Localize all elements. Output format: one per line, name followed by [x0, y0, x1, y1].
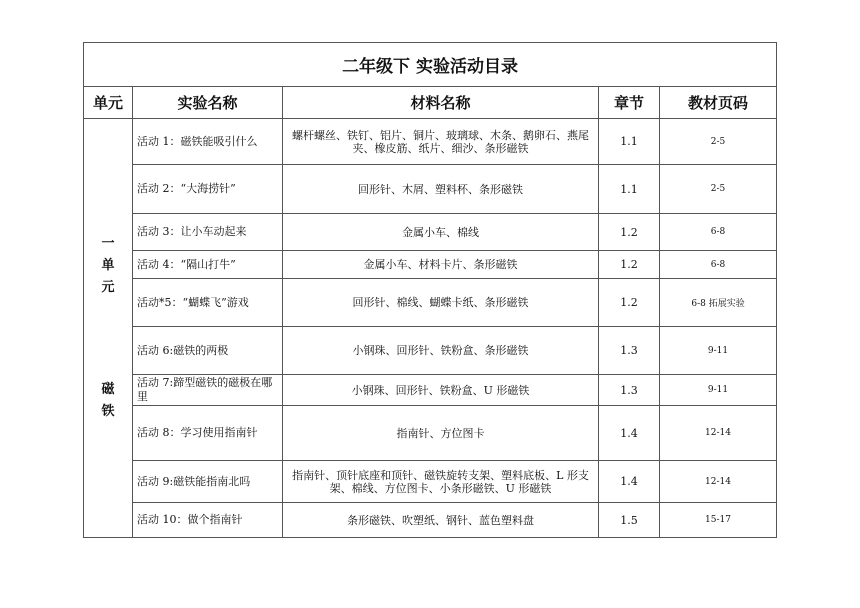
- activity-pages: 2-5: [660, 119, 777, 165]
- activity-chapter: 1.3: [599, 375, 660, 406]
- activity-materials: 回形针、木屑、塑料杯、条形磁铁: [283, 165, 599, 214]
- activity-pages: 2-5: [660, 165, 777, 214]
- table-row: [84, 119, 777, 165]
- activity-pages: 9-11: [660, 327, 777, 375]
- activity-name: 活动 4：“隔山打牛”: [133, 251, 283, 279]
- activity-pages: 6-8 拓展实验: [660, 279, 777, 327]
- header-materials: 材料名称: [283, 87, 599, 119]
- table-row: [84, 279, 777, 327]
- table-row: [84, 503, 777, 538]
- activity-materials: 指南针、顶针底座和顶针、磁铁旋转支架、塑料底板、L 形支架、棉线、方位图卡、小条形磁铁、U 形磁铁: [283, 461, 599, 503]
- table-row: [84, 406, 777, 461]
- activity-table: [83, 42, 777, 538]
- table-row: [84, 327, 777, 375]
- activity-name: 活动*5：“蝴蝶飞”游戏: [133, 279, 283, 327]
- activity-catalog: [83, 42, 776, 538]
- activity-pages: 6-8: [660, 214, 777, 251]
- activity-chapter: 1.5: [599, 503, 660, 538]
- activity-chapter: 1.2: [599, 214, 660, 251]
- table-row: [84, 251, 777, 279]
- activity-name: 活动 9:磁铁能指南北吗: [133, 461, 283, 503]
- header-name: 实验名称: [133, 87, 283, 119]
- activity-name: 活动 8：学习使用指南针: [133, 406, 283, 461]
- header-pages: 教材页码: [660, 87, 777, 119]
- unit-char: 单: [101, 258, 115, 273]
- activity-chapter: 1.2: [599, 251, 660, 279]
- activity-name: 活动 1：磁铁能吸引什么: [133, 119, 283, 165]
- activity-chapter: 1.1: [599, 119, 660, 165]
- unit-char: 铁: [101, 404, 115, 419]
- table-row: [84, 214, 777, 251]
- activity-materials: 回形针、棉线、蝴蝶卡纸、条形磁铁: [283, 279, 599, 327]
- activity-pages: 6-8: [660, 251, 777, 279]
- activity-name: 活动 3：让小车动起来: [133, 214, 283, 251]
- activity-name: 活动 6:磁铁的两极: [133, 327, 283, 375]
- unit-char: 元: [101, 280, 115, 295]
- activity-pages: 12-14: [660, 461, 777, 503]
- activity-materials: 指南针、方位图卡: [283, 406, 599, 461]
- activity-materials: 螺杆螺丝、铁钉、铝片、铜片、玻璃球、木条、鹅卵石、燕尾夹、橡皮筋、纸片、细沙、条形磁铁: [283, 119, 599, 165]
- table-row: [84, 375, 777, 406]
- activity-materials: 金属小车、材料卡片、条形磁铁: [283, 251, 599, 279]
- activity-pages: 15-17: [660, 503, 777, 538]
- header-chapter: 章节: [599, 87, 660, 119]
- activity-pages: 9-11: [660, 375, 777, 406]
- table-row: [84, 165, 777, 214]
- unit-char: 磁: [101, 382, 115, 397]
- activity-name: 活动 7:蹄型磁铁的磁极在哪里: [133, 375, 283, 406]
- table-row: [84, 461, 777, 503]
- page-title: 二年级下 实验活动目录: [84, 43, 777, 87]
- activity-chapter: 1.2: [599, 279, 660, 327]
- unit-char: 一: [101, 236, 115, 251]
- activity-materials: 金属小车、棉线: [283, 214, 599, 251]
- unit-cell: [84, 119, 133, 538]
- activity-name: 活动 10：做个指南针: [133, 503, 283, 538]
- activity-materials: 小钢珠、回形针、铁粉盒、U 形磁铁: [283, 375, 599, 406]
- header-unit: 单元: [84, 87, 133, 119]
- activity-name: 活动 2：“大海捞针”: [133, 165, 283, 214]
- activity-materials: 条形磁铁、吹塑纸、钢针、蓝色塑料盘: [283, 503, 599, 538]
- activity-materials: 小钢珠、回形针、铁粉盒、条形磁铁: [283, 327, 599, 375]
- activity-pages: 12-14: [660, 406, 777, 461]
- activity-chapter: 1.3: [599, 327, 660, 375]
- activity-chapter: 1.1: [599, 165, 660, 214]
- header-row: [84, 87, 777, 119]
- activity-chapter: 1.4: [599, 461, 660, 503]
- activity-chapter: 1.4: [599, 406, 660, 461]
